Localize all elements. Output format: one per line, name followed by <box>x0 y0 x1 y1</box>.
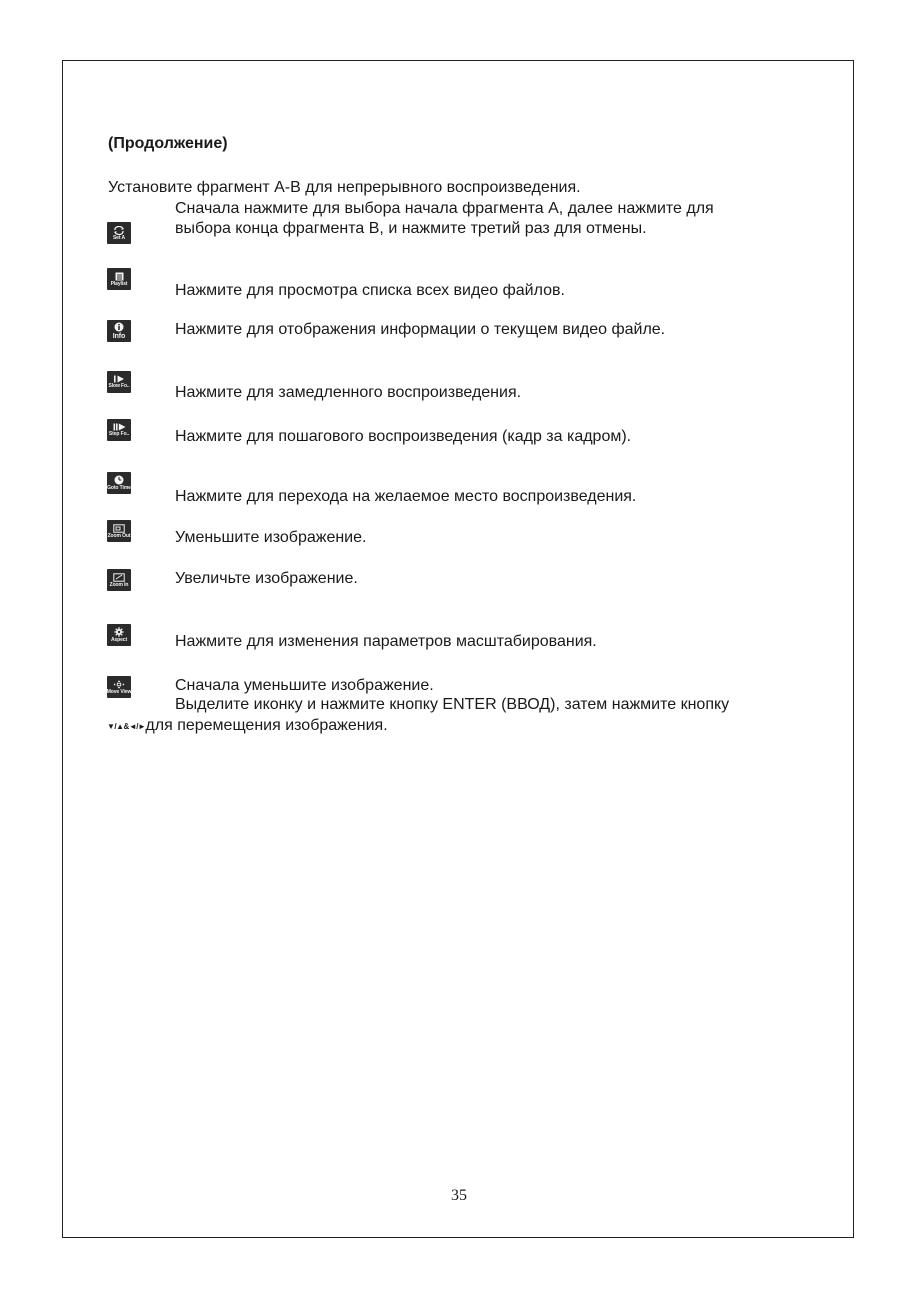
item-text: Сначала нажмите для выбора начала фрагмента А, далее нажмите для <box>175 200 714 217</box>
aspect-icon <box>107 624 131 646</box>
icon-caption: Slow Fo.. <box>108 383 130 389</box>
move-view-icon <box>107 676 131 698</box>
final-line-text: для перемещения изображения. <box>145 717 388 734</box>
icon-caption: Step Fo.. <box>108 431 130 437</box>
item-text: выбора конца фрагмента В, и нажмите третий раз для отмены. <box>175 220 647 237</box>
item-text: Уменьшите изображение. <box>175 529 367 546</box>
icon-caption: Playlist <box>110 280 128 287</box>
item-text: Нажмите для просмотра списка всех видео файлов. <box>175 282 565 299</box>
slow-forward-icon <box>107 371 131 393</box>
item-text: Нажмите для пошагового воспроизведения (кадр за кадром). <box>175 428 632 445</box>
item-text: Увеличьте изображение. <box>175 570 358 587</box>
icon-caption: Zoom Out <box>107 532 131 539</box>
playlist-icon <box>107 268 131 290</box>
icon-caption: Goto Time <box>107 485 131 491</box>
icon-caption: Zoom In <box>109 581 129 588</box>
icon-caption: Set A <box>112 234 126 241</box>
repeat-ab-icon <box>107 222 131 244</box>
item-text: Нажмите для изменения параметров масштабирования. <box>175 633 597 650</box>
icon-caption: Move View <box>107 688 131 695</box>
item-text: Нажмите для замедленного воспроизведения. <box>175 384 522 401</box>
item-text: Нажмите для перехода на желаемое место воспроизведения. <box>175 488 637 505</box>
goto-time-icon <box>107 472 131 494</box>
direction-arrows-icon: ▼/▲&◄/► <box>107 722 146 731</box>
step-forward-icon <box>107 419 131 441</box>
final-line <box>107 716 388 737</box>
intro-text: Установите фрагмент A-B для непрерывного воспроизведения. <box>108 179 581 196</box>
zoom-out-icon <box>107 520 131 542</box>
icon-caption: Aspect <box>110 637 128 643</box>
item-text: Выделите иконку и нажмите кнопку ENTER (ВВОД), затем нажмите кнопку <box>175 696 730 713</box>
item-text: Сначала уменьшите изображение. <box>175 677 434 694</box>
page-number: 35 <box>451 1187 467 1204</box>
zoom-in-icon <box>107 569 131 591</box>
section-heading: (Продолжение) <box>108 135 228 152</box>
item-text: Нажмите для отображения информации о текущем видео файле. <box>175 321 666 338</box>
info-icon <box>107 320 131 342</box>
icon-caption: Info <box>112 333 126 340</box>
